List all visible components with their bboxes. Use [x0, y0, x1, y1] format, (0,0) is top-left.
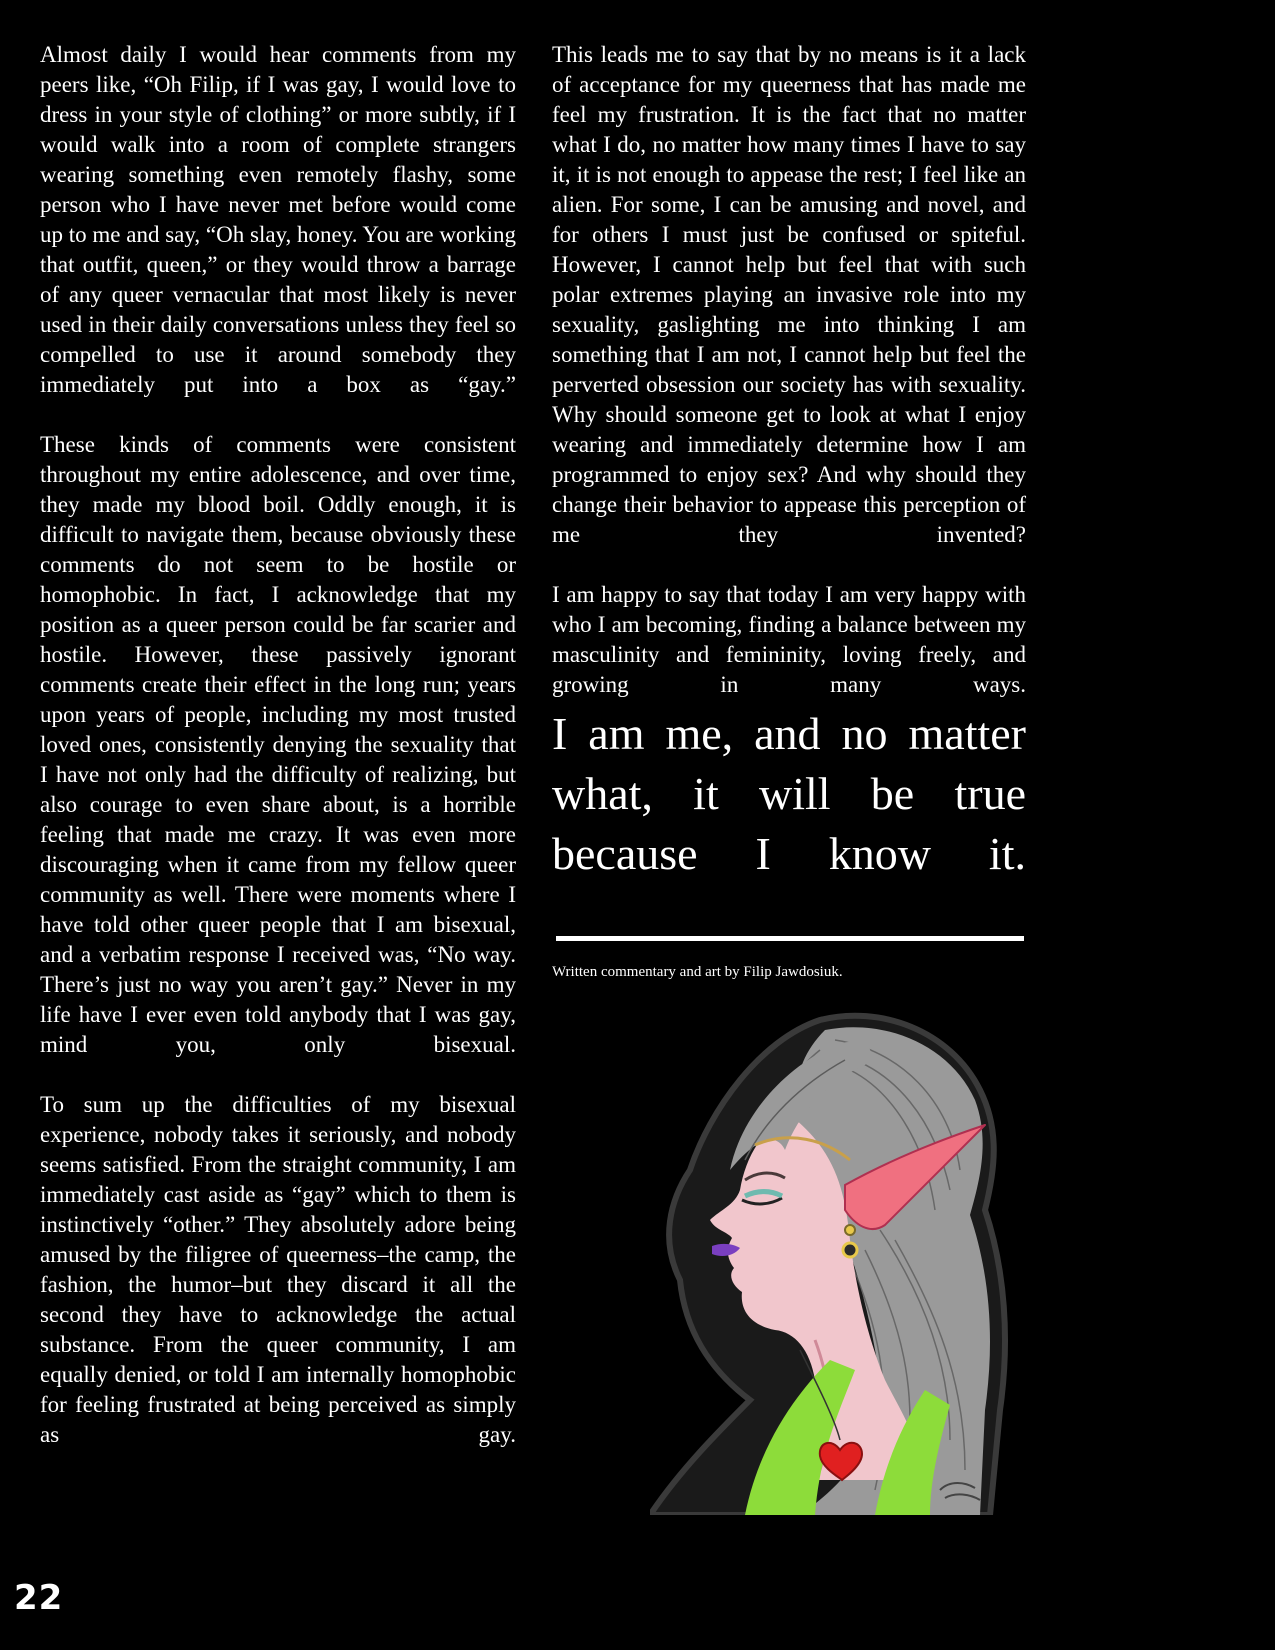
paragraph-5: I am happy to say that today I am very happy with who I am becoming, finding a balance between my masculinity and femininity, loving freely, and growing in many ways. [552, 582, 1026, 697]
elf-illustration [650, 1010, 1030, 1515]
paragraph-3: To sum up the difficulties of my bisexual experience, nobody takes it seriously, and nobody seems satisfied. From the straight community, I am immediately cast aside as “gay” which to them is instinctively “other.” They absolutely adore being amused by the filigree of queerness–the camp, the fashion, the humor–but they discard it all the second they have to acknowledge the actual substance. From the queer community, I am equally denied, or told I am internally homophobic for feeling frustrated at being perceived as simply as gay. [40, 1092, 516, 1447]
article-left-column [40, 40, 516, 1480]
paragraph-4: This leads me to say that by no means is it a lack of acceptance for my queerness that has made me feel my frustration. It is the fact that no matter what I do, no matter how many times I have to say it, it is not enough to appease the rest; I feel like an alien. For some, I can be amusing and novel, and for others I must just be confused or spiteful. However, I cannot help but feel that with such polar extremes playing an invasive role into my sexuality, gaslighting me into thinking I am something that I am not, I cannot help but feel the perverted obsession our society has with sexuality. Why should someone get to look at what I enjoy wearing and immediately determine how I am programmed to enjoy sex? And why should they change their behavior to appease this perception of me they invented? [552, 42, 1026, 547]
pull-quote: I am me, and no matter what, it will be true because I know it. [552, 708, 1026, 879]
article-right-column [552, 40, 1026, 884]
credit-line: Written commentary and art by Filip Jawdosiuk. [552, 964, 843, 980]
divider-rule [556, 936, 1024, 941]
paragraph-2: These kinds of comments were consistent throughout my entire adolescence, and over time, they made my blood boil. Oddly enough, it is difficult to navigate them, because obviously these comments do not seem to be hostile or homophobic. In fact, I acknowledge that my position as a queer person could be far scarier and hostile. However, these passively ignorant comments create their effect in the long run; years upon years of people, including my most trusted loved ones, consistently denying the sexuality that I have not only had the difficulty of realizing, but also courage to even share about, is a horrible feeling that made me crazy. It was even more discouraging when it came from my fellow queer community as well. There were moments where I have told other queer people that I am bisexual, and a verbatim response I received was, “No way. There’s just no way you aren’t gay.” Never in my life have I ever even told anybody that I was gay, mind you, only bisexual. [40, 432, 516, 1057]
page-number: 22 [14, 1578, 64, 1618]
paragraph-1: Almost daily I would hear comments from my peers like, “Oh Filip, if I was gay, I would love to dress in your style of clothing” or more subtly, if I would walk into a room of complete strangers wearing something even remotely flashy, some person who I have never met before would come up to me and say, “Oh slay, honey. You are working that outfit, queen,” or they would throw a barrage of any queer vernacular that most likely is never used in their daily conversations unless they feel so compelled to use it around somebody they immediately put into a box as “gay.” [40, 42, 516, 397]
